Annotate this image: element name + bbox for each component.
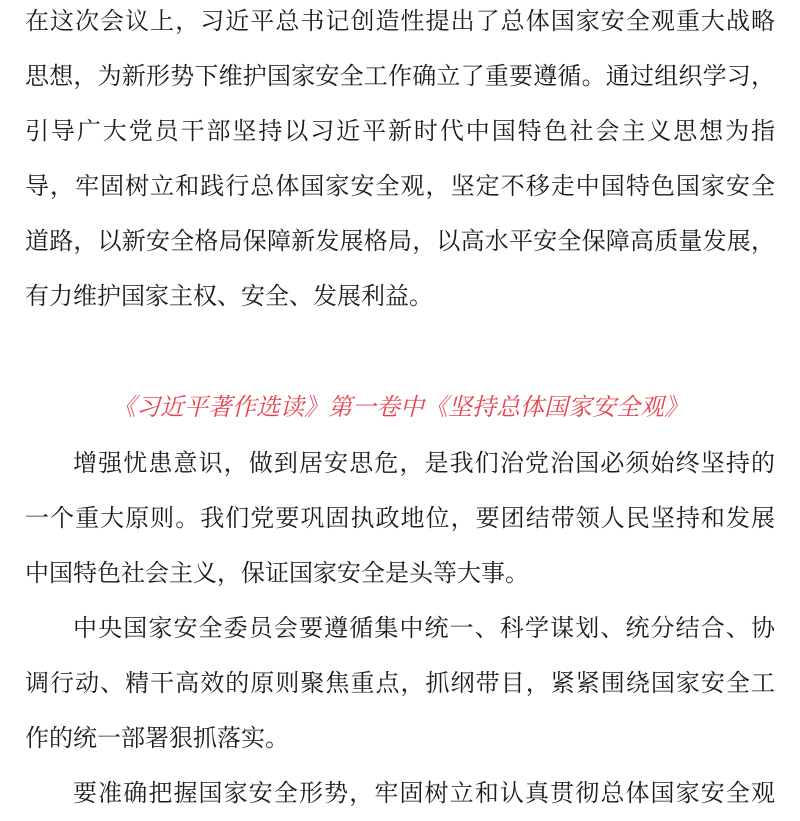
paragraph-line: 要准确把握国家安全形势，牢固树立和认真贯彻总体国家安全观 [73,780,775,807]
paragraph-line: 调行动、精干高效的原则聚焦重点，抓纲带目，紧紧围绕国家安全工 [25,670,775,697]
paragraph-line: 引导广大党员干部坚持以习近平新时代中国特色社会主义思想为指 [25,118,775,145]
paragraph-3 [25,601,775,766]
paragraph-line: 导，牢固树立和践行总体国家安全观，坚定不移走中国特色国家安全 [25,173,775,200]
paragraph-line: 作的统一部署狠抓落实。 [25,725,289,752]
paragraph-line: 有力维护国家主权、安全、发展利益。 [25,283,433,310]
paragraph-line: 思想，为新形势下维护国家安全工作确立了重要遵循。通过组织学习， [25,63,775,90]
paragraph-1 [25,0,775,324]
paragraph-line: 中央国家安全委员会要遵循集中统一、科学谋划、统分结合、协 [73,615,775,642]
paragraph-line: 在这次会议上，习近平总书记创造性提出了总体国家安全观重大战略 [25,8,775,35]
blank-line-spacer [25,324,775,381]
paragraph-line: 道路，以新安全格局保障新发展格局，以高水平安全保障高质量发展， [25,228,775,255]
paragraph-4 [25,766,775,821]
paragraph-line: 一个重大原则。我们党要巩固执政地位，要团结带领人民坚持和发展 [25,505,775,532]
paragraph-2 [25,436,775,601]
section-title: 《习近平著作选读》第一卷中《坚持总体国家安全观》 [112,395,688,421]
paragraph-line: 增强忧患意识，做到居安思危，是我们治党治国必须始终坚持的 [73,450,775,477]
paragraph-line: 中国特色社会主义，保证国家安全是头等大事。 [25,560,529,587]
